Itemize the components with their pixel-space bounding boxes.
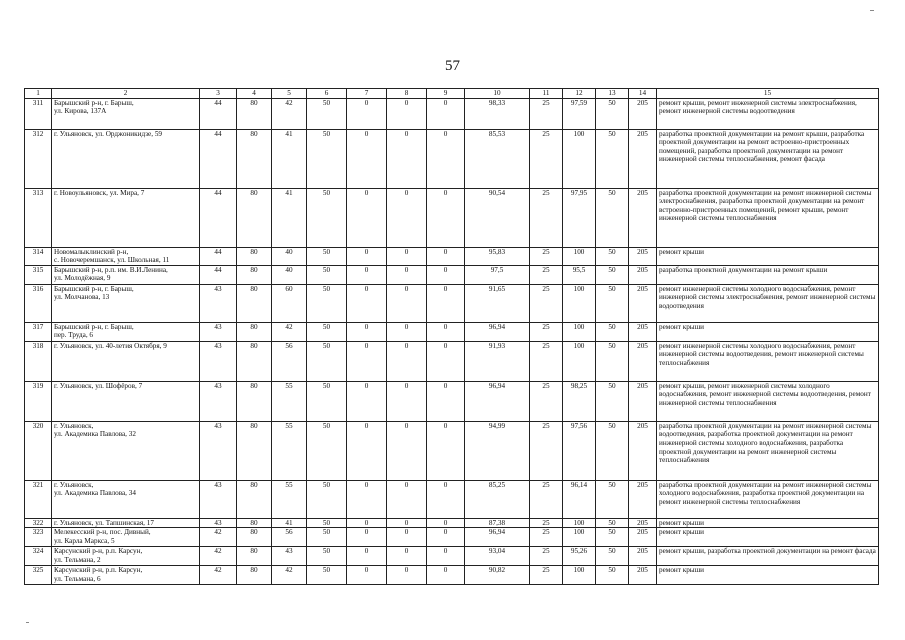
value-cell: 0 [387,566,427,585]
value-cell: 205 [629,98,657,129]
value-cell: 205 [629,265,657,284]
value-cell: 50 [307,421,347,480]
value-cell: 42 [272,322,307,341]
works-cell: ремонт крыши [657,518,879,528]
column-header: 9 [427,89,465,99]
column-header: 3 [200,89,237,99]
address-cell: г. Ульяновск, ул. 40-летия Октября, 9 [52,341,200,381]
value-cell: 44 [200,188,237,247]
column-header: 15 [657,89,879,99]
value-cell: 25 [530,480,563,518]
value-cell: 0 [387,98,427,129]
table-row [25,480,879,518]
value-cell: 91,65 [465,284,530,322]
row-number: 314 [25,247,52,265]
value-cell: 25 [530,528,563,547]
value-cell: 80 [237,129,272,188]
works-cell: разработка проектной документации на ремонт инженерной системы водоотведения, разработка проектной документации на ремонт инженерной системы холодного водоснабжения, разработка проектной документации на ремонт инженерной системы теплоснабжения [657,421,879,480]
value-cell: 25 [530,566,563,585]
value-cell: 0 [427,518,465,528]
table-row [25,188,879,247]
address-cell: Барышский р-н, г. Барыш, ул. Кирова, 137А [52,98,200,129]
column-header: 13 [596,89,629,99]
value-cell: 50 [307,381,347,421]
value-cell: 50 [596,381,629,421]
works-cell: разработка проектной документации на ремонт инженерной системы электроснабжения, разработка проектной документации на ремонт встроенно-пристроенных помещений, ремонт крыши, ремонт инженерной системы теплоснабжения [657,188,879,247]
value-cell: 80 [237,188,272,247]
value-cell: 50 [307,341,347,381]
value-cell: 205 [629,480,657,518]
value-cell: 0 [347,322,387,341]
value-cell: 50 [596,129,629,188]
value-cell: 80 [237,566,272,585]
value-cell: 0 [387,547,427,566]
value-cell: 205 [629,381,657,421]
address-cell: Мелекесский р-н, пос. Дивный, ул. Карла Маркса, 5 [52,528,200,547]
works-cell: ремонт крыши [657,322,879,341]
value-cell: 60 [272,284,307,322]
value-cell: 80 [237,480,272,518]
value-cell: 50 [307,566,347,585]
value-cell: 205 [629,129,657,188]
value-cell: 50 [596,98,629,129]
value-cell: 0 [347,247,387,265]
value-cell: 0 [347,547,387,566]
row-number: 313 [25,188,52,247]
scan-speck [26,622,29,623]
value-cell: 97,5 [465,265,530,284]
address-cell: Барышский р-н, г. Барыш, пер. Труда, 6 [52,322,200,341]
value-cell: 50 [307,188,347,247]
value-cell: 25 [530,547,563,566]
value-cell: 25 [530,322,563,341]
value-cell: 43 [200,341,237,381]
value-cell: 98,33 [465,98,530,129]
works-cell: ремонт крыши, ремонт инженерной системы холодного водоснабжения, ремонт инженерной системы водоотведения, ремонт инженерной системы теплоснабжения [657,381,879,421]
address-cell: Барышский р-н, г. Барыш, ул. Молчанова, 13 [52,284,200,322]
value-cell: 97,59 [563,98,596,129]
value-cell: 90,82 [465,566,530,585]
value-cell: 0 [347,284,387,322]
works-cell: ремонт крыши [657,247,879,265]
value-cell: 205 [629,341,657,381]
works-cell: разработка проектной документации на ремонт инженерной системы холодного водоснабжения, разработка проектной документации на ремонт инженерной системы теплоснабжения [657,480,879,518]
works-cell: ремонт крыши [657,528,879,547]
value-cell: 0 [347,98,387,129]
table-row [25,98,879,129]
value-cell: 25 [530,341,563,381]
value-cell: 41 [272,518,307,528]
value-cell: 0 [347,566,387,585]
row-number: 325 [25,566,52,585]
row-number: 318 [25,341,52,381]
works-cell: ремонт крыши [657,566,879,585]
works-cell: разработка проектной документации на ремонт крыши, разработка проектной документации на ремонт встроенно-пристроенных помещений, разработка проектной документации на ремонт инженерной системы теплоснабжения, ремонт фасада [657,129,879,188]
value-cell: 42 [200,528,237,547]
value-cell: 80 [237,247,272,265]
works-cell: ремонт крыши, ремонт инженерной системы электроснабжения, ремонт инженерной системы водоотведения [657,98,879,129]
value-cell: 50 [307,528,347,547]
value-cell: 205 [629,528,657,547]
value-cell: 87,38 [465,518,530,528]
value-cell: 41 [272,188,307,247]
value-cell: 80 [237,265,272,284]
value-cell: 0 [427,480,465,518]
value-cell: 100 [563,322,596,341]
address-cell: г. Ульяновск, ул. Тапшинская, 17 [52,518,200,528]
value-cell: 0 [347,129,387,188]
value-cell: 43 [200,480,237,518]
value-cell: 50 [596,188,629,247]
value-cell: 0 [427,129,465,188]
value-cell: 43 [200,381,237,421]
column-header: 14 [629,89,657,99]
value-cell: 85,25 [465,480,530,518]
value-cell: 50 [596,528,629,547]
value-cell: 0 [387,341,427,381]
value-cell: 0 [427,284,465,322]
value-cell: 95,5 [563,265,596,284]
value-cell: 96,94 [465,528,530,547]
value-cell: 42 [200,566,237,585]
address-cell: Карсунский р-н, р.п. Карсун, ул. Тельмана, 6 [52,566,200,585]
address-cell: г. Новоульяновск, ул. Мира, 7 [52,188,200,247]
value-cell: 0 [387,265,427,284]
register-table [24,88,879,585]
value-cell: 0 [387,480,427,518]
value-cell: 50 [307,322,347,341]
value-cell: 91,93 [465,341,530,381]
value-cell: 25 [530,129,563,188]
address-cell: г. Ульяновск, ул. Орджоникидзе, 59 [52,129,200,188]
value-cell: 0 [387,129,427,188]
value-cell: 40 [272,247,307,265]
column-header: 2 [52,89,200,99]
page-number: 57 [445,58,460,74]
value-cell: 0 [427,547,465,566]
address-cell: Новомалыклинский р-н, с. Новочеремшанск, ул. Школьная, 11 [52,247,200,265]
value-cell: 80 [237,284,272,322]
works-cell: разработка проектной документации на ремонт крыши [657,265,879,284]
works-cell: ремонт инженерной системы холодного водоснабжения, ремонт инженерной системы водоотведения, ремонт инженерной системы теплоснабжения [657,341,879,381]
value-cell: 55 [272,480,307,518]
table-row [25,284,879,322]
table-row [25,129,879,188]
value-cell: 25 [530,188,563,247]
value-cell: 0 [427,528,465,547]
value-cell: 80 [237,341,272,381]
table-row [25,341,879,381]
value-cell: 50 [596,322,629,341]
value-cell: 0 [387,421,427,480]
value-cell: 0 [347,265,387,284]
value-cell: 80 [237,518,272,528]
address-cell: г. Ульяновск, ул. Академика Павлова, 32 [52,421,200,480]
value-cell: 0 [387,381,427,421]
value-cell: 95,26 [563,547,596,566]
scan-speck [870,10,874,11]
value-cell: 50 [596,421,629,480]
value-cell: 205 [629,247,657,265]
column-header: 1 [25,89,52,99]
value-cell: 0 [427,381,465,421]
value-cell: 55 [272,381,307,421]
value-cell: 43 [200,518,237,528]
value-cell: 205 [629,547,657,566]
value-cell: 100 [563,528,596,547]
value-cell: 0 [347,341,387,381]
value-cell: 100 [563,518,596,528]
row-number: 311 [25,98,52,129]
value-cell: 0 [347,188,387,247]
value-cell: 97,95 [563,188,596,247]
value-cell: 80 [237,528,272,547]
value-cell: 80 [237,381,272,421]
value-cell: 205 [629,421,657,480]
table-row [25,322,879,341]
value-cell: 50 [596,480,629,518]
row-number: 316 [25,284,52,322]
value-cell: 0 [387,284,427,322]
value-cell: 50 [307,98,347,129]
value-cell: 50 [307,518,347,528]
value-cell: 0 [347,421,387,480]
value-cell: 50 [307,547,347,566]
value-cell: 0 [387,188,427,247]
value-cell: 44 [200,129,237,188]
value-cell: 43 [200,322,237,341]
value-cell: 40 [272,265,307,284]
value-cell: 44 [200,247,237,265]
value-cell: 44 [200,98,237,129]
table-row [25,528,879,547]
value-cell: 85,53 [465,129,530,188]
value-cell: 205 [629,518,657,528]
value-cell: 100 [563,341,596,381]
table-row [25,381,879,421]
value-cell: 25 [530,518,563,528]
value-cell: 0 [387,247,427,265]
value-cell: 0 [347,381,387,421]
value-cell: 50 [307,247,347,265]
value-cell: 56 [272,341,307,381]
value-cell: 41 [272,129,307,188]
value-cell: 0 [387,528,427,547]
value-cell: 50 [596,247,629,265]
works-cell: ремонт инженерной системы холодного водоснабжения, ремонт инженерной системы электроснабжения, ремонт инженерной системы водоотведения [657,284,879,322]
address-cell: г. Ульяновск, ул. Академика Павлова, 34 [52,480,200,518]
value-cell: 96,94 [465,322,530,341]
value-cell: 50 [307,480,347,518]
value-cell: 0 [427,247,465,265]
value-cell: 0 [347,528,387,547]
value-cell: 0 [427,566,465,585]
value-cell: 42 [200,547,237,566]
value-cell: 80 [237,547,272,566]
address-cell: Карсунский р-н, р.п. Карсун, ул. Тельмана, 2 [52,547,200,566]
value-cell: 96,14 [563,480,596,518]
value-cell: 42 [272,566,307,585]
table-row [25,518,879,528]
value-cell: 50 [307,265,347,284]
value-cell: 56 [272,528,307,547]
column-header: 10 [465,89,530,99]
value-cell: 50 [596,518,629,528]
value-cell: 0 [347,480,387,518]
column-header: 8 [387,89,427,99]
value-cell: 90,54 [465,188,530,247]
value-cell: 97,56 [563,421,596,480]
row-number: 312 [25,129,52,188]
value-cell: 0 [427,98,465,129]
value-cell: 25 [530,381,563,421]
works-cell: ремонт крыши, разработка проектной документации на ремонт фасада [657,547,879,566]
row-number: 322 [25,518,52,528]
value-cell: 0 [347,518,387,528]
value-cell: 205 [629,566,657,585]
value-cell: 50 [596,547,629,566]
column-header: 7 [347,89,387,99]
value-cell: 25 [530,421,563,480]
value-cell: 96,94 [465,381,530,421]
value-cell: 80 [237,421,272,480]
value-cell: 25 [530,98,563,129]
row-number: 320 [25,421,52,480]
value-cell: 43 [200,284,237,322]
value-cell: 44 [200,265,237,284]
value-cell: 50 [307,284,347,322]
value-cell: 0 [427,341,465,381]
value-cell: 50 [307,129,347,188]
value-cell: 25 [530,284,563,322]
value-cell: 80 [237,98,272,129]
address-cell: Барышский р-н, р.п. им. В.И.Ленина, ул. Молодёжная, 9 [52,265,200,284]
row-number: 321 [25,480,52,518]
table-row [25,547,879,566]
column-header: 6 [307,89,347,99]
value-cell: 100 [563,247,596,265]
column-header: 11 [530,89,563,99]
value-cell: 50 [596,341,629,381]
value-cell: 93,04 [465,547,530,566]
value-cell: 100 [563,284,596,322]
table-row [25,247,879,265]
value-cell: 205 [629,188,657,247]
value-cell: 55 [272,421,307,480]
value-cell: 95,83 [465,247,530,265]
value-cell: 0 [427,265,465,284]
value-cell: 0 [387,518,427,528]
value-cell: 80 [237,322,272,341]
value-cell: 25 [530,265,563,284]
value-cell: 0 [387,322,427,341]
value-cell: 50 [596,566,629,585]
row-number: 317 [25,322,52,341]
value-cell: 42 [272,98,307,129]
row-number: 315 [25,265,52,284]
table-row [25,566,879,585]
value-cell: 50 [596,284,629,322]
value-cell: 0 [427,421,465,480]
column-header: 5 [272,89,307,99]
row-number: 319 [25,381,52,421]
value-cell: 94,99 [465,421,530,480]
table-row [25,421,879,480]
value-cell: 0 [427,322,465,341]
value-cell: 100 [563,129,596,188]
column-header: 4 [237,89,272,99]
value-cell: 98,25 [563,381,596,421]
value-cell: 50 [596,265,629,284]
value-cell: 25 [530,247,563,265]
value-cell: 43 [272,547,307,566]
row-number: 323 [25,528,52,547]
value-cell: 43 [200,421,237,480]
address-cell: г. Ульяновск, ул. Шофёров, 7 [52,381,200,421]
value-cell: 205 [629,322,657,341]
table-row [25,265,879,284]
value-cell: 205 [629,284,657,322]
header-row [25,89,879,99]
value-cell: 100 [563,566,596,585]
row-number: 324 [25,547,52,566]
value-cell: 0 [427,188,465,247]
column-header: 12 [563,89,596,99]
